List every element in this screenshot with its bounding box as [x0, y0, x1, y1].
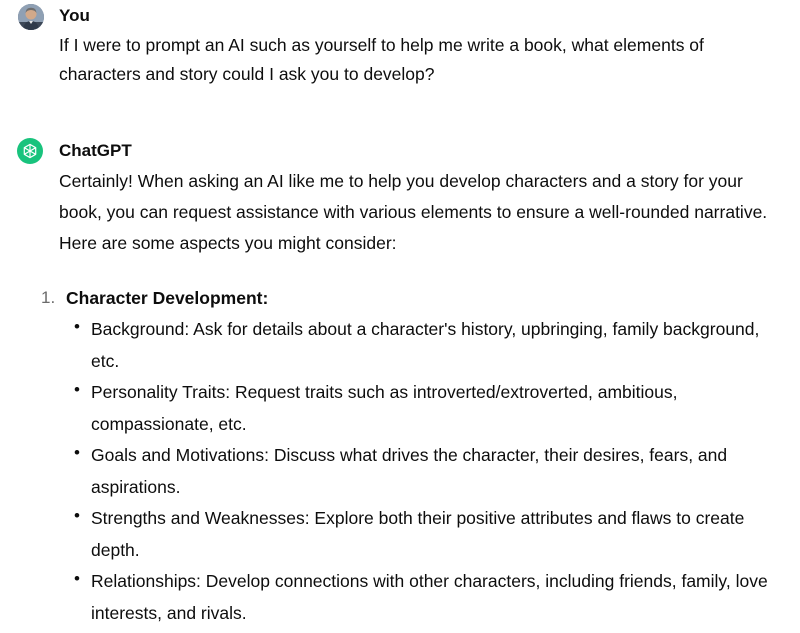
bullet-list — [0, 314, 800, 629]
list-item — [0, 503, 771, 566]
bullet-text: Goals and Motivations: Discuss what drives the character, their desires, fears, and aspirations. — [91, 445, 728, 497]
assistant-author-name: ChatGPT — [59, 141, 132, 160]
user-photo-icon — [18, 4, 44, 30]
bullet-dot-icon: • — [74, 317, 80, 336]
bullet-text: Background: Ask for details about a character's history, upbringing, family background, etc. — [91, 319, 760, 371]
user-avatar — [18, 4, 44, 30]
user-message-text: If I were to prompt an AI such as yourself to help me write a book, what elements of characters and story could I ask you to develop? — [59, 35, 704, 84]
bullet-text: Personality Traits: Request traits such as introverted/extroverted, ambitious, compassionate, etc. — [91, 382, 678, 434]
list-item — [0, 440, 771, 503]
user-author-name: You — [59, 6, 90, 25]
bullet-dot-icon: • — [74, 380, 80, 399]
list-item — [0, 377, 771, 440]
assistant-avatar — [17, 138, 43, 164]
list-item — [0, 314, 771, 377]
openai-logo-icon — [21, 142, 39, 160]
list-number: 1. — [41, 288, 56, 307]
bullet-dot-icon: • — [74, 506, 80, 525]
bullet-text: Relationships: Develop connections with other characters, including friends, family, love interests, and rivals. — [91, 571, 768, 623]
bullet-text: Strengths and Weaknesses: Explore both their positive attributes and flaws to create depth. — [91, 508, 745, 560]
bullet-dot-icon: • — [74, 443, 80, 462]
assistant-intro-text: Certainly! When asking an AI like me to help you develop characters and a story for your book, you can request assistance with various elements to ensure a well-rounded narrative. Here are some aspects you might consider: — [59, 171, 768, 253]
list-item-title: Character Development: — [66, 288, 269, 308]
list-item — [0, 566, 771, 629]
bullet-dot-icon: • — [74, 569, 80, 588]
